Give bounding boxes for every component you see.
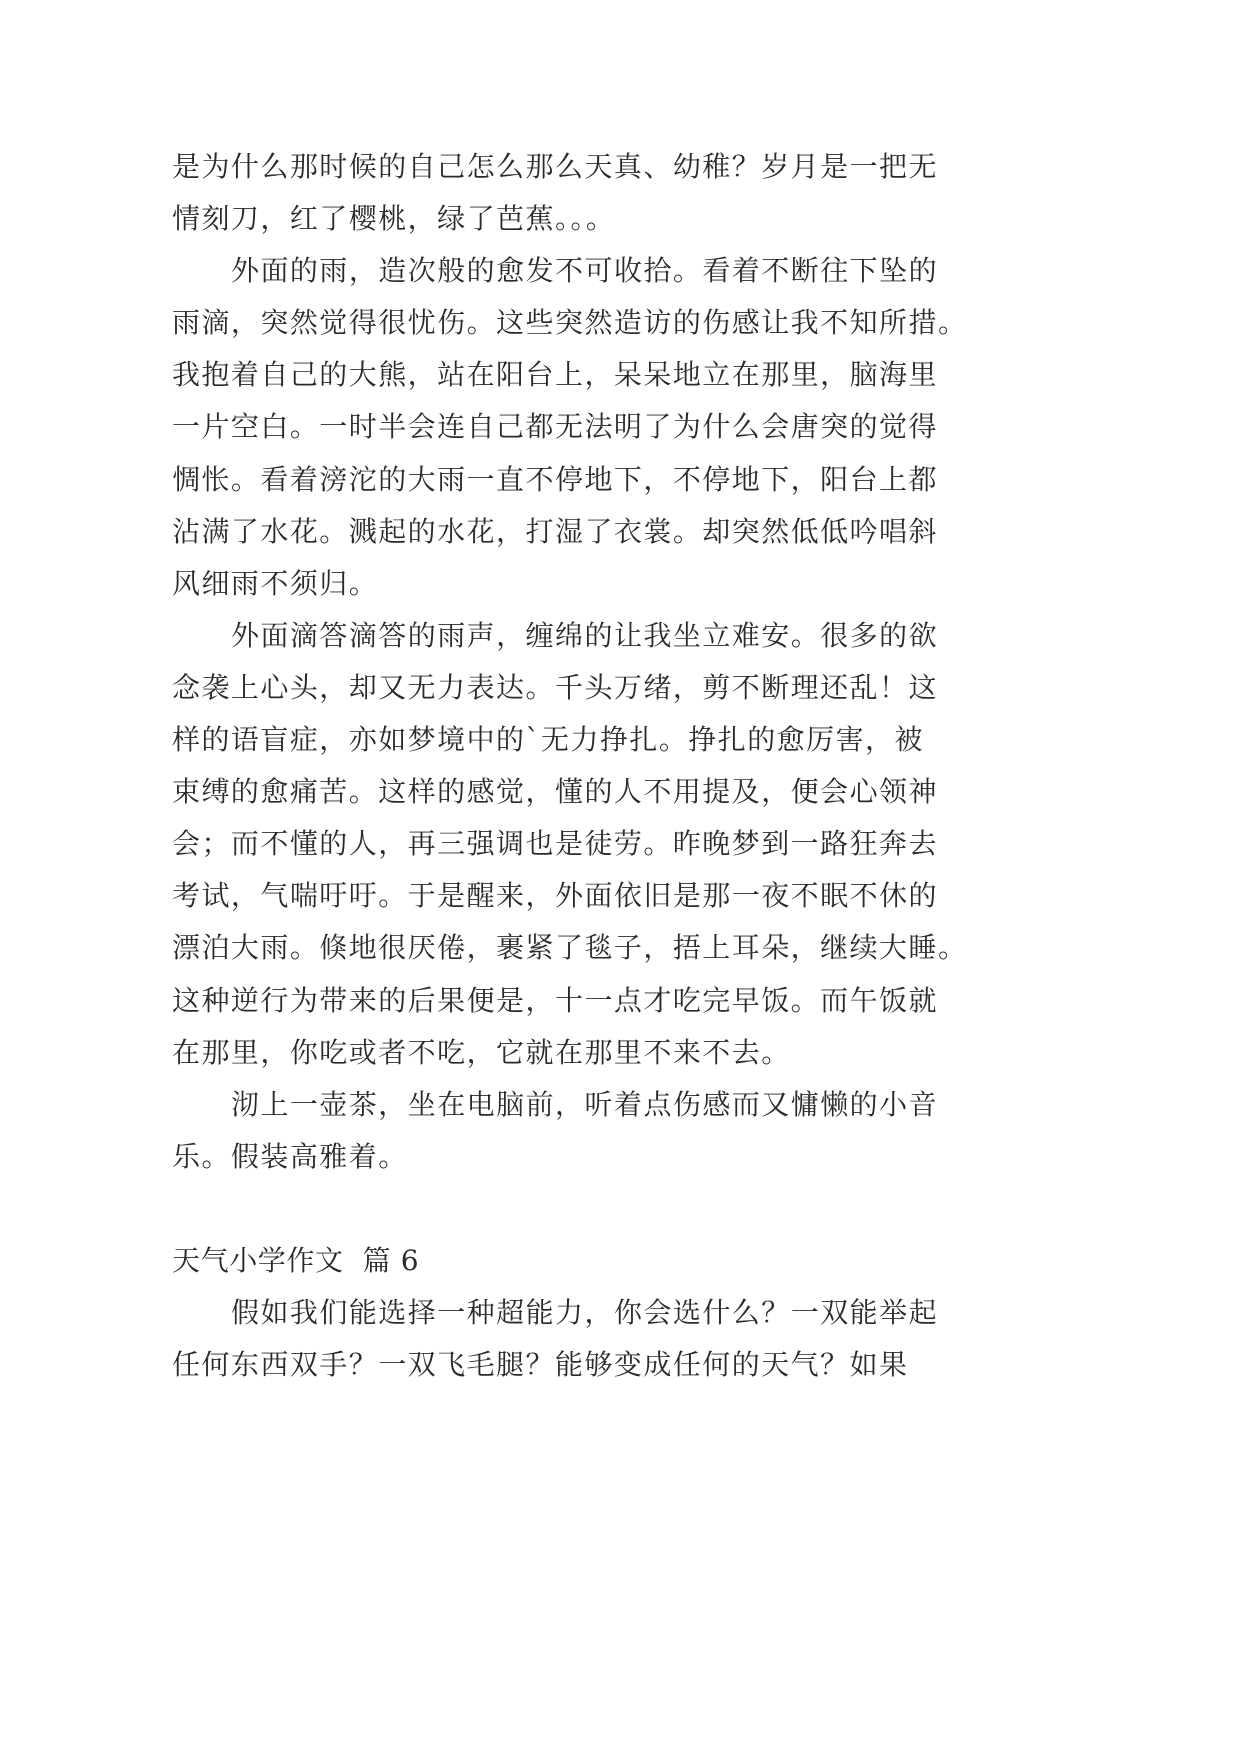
text-line: 在那里，你吃或者不吃，它就在那里不来不去。 [172,1035,791,1069]
text-line: 我抱着自己的大熊，站在阳台上，呆呆地立在那里，脑海里 [172,358,938,392]
text-line: 雨滴，突然觉得很忧伤。这些突然造访的伤感让我不知所措。 [172,306,968,340]
paragraph [172,1287,938,1391]
text-line: 沏上一壶茶，坐在电脑前，听着点伤感而又慵懒的小音 [231,1087,939,1121]
text-line: 任何东西双手？一双飞毛腿？能够变成任何的天气？如果 [172,1348,909,1382]
text-line: 样的语盲症，亦如梦境中的`无力挣扎。挣扎的愈厉害，被 [172,723,924,757]
text-line: 外面的雨，造次般的愈发不可收拾。看着不断往下坠的 [231,254,939,288]
text-line: 风细雨不须归。 [172,566,379,600]
text-line: 乐。假装高雅着。 [172,1139,408,1173]
text-line: 这种逆行为带来的后果便是，十一点才吃完早饭。而午饭就 [172,983,938,1017]
text-line: 沾满了水花。溅起的水花，打湿了衣裳。却突然低低吟唱斜 [172,514,938,548]
text-line: 考试，气喘吁吁。于是醒来，外面依旧是那一夜不眠不休的 [172,879,938,913]
text-line: 假如我们能选择一种超能力，你会选什么？一双能举起 [231,1296,939,1330]
text-line: 外面滴答滴答的雨声，缠绵的让我坐立难安。很多的欲 [231,618,939,652]
paragraph [172,245,968,610]
text-line: 念袭上心头，却又无力表达。千头万绪，剪不断理还乱！这 [172,670,938,704]
text-line: 惆怅。看着滂沱的大雨一直不停地下，不停地下，阳台上都 [172,462,938,496]
text-line: 情刻刀，红了樱桃，绿了芭蕉。。。 [172,202,616,236]
paragraph-continued [172,141,938,245]
text-line: 会；而不懂的人，再三强调也是徒劳。昨晚梦到一路狂奔去 [172,827,938,861]
paragraph [172,1079,938,1183]
document-body [172,141,968,1391]
section-heading: 天气小学作文 篇 6 [172,1243,420,1277]
text-line: 束缚的愈痛苦。这样的感觉，懂的人不用提及，便会心领神 [172,775,938,809]
text-line: 一片空白。一时半会连自己都无法明了为什么会唐突的觉得 [172,410,938,444]
text-line: 漂泊大雨。倏地很厌倦，裹紧了毯子，捂上耳朵，继续大睡。 [172,931,968,965]
text-line: 是为什么那时候的自己怎么那么天真、幼稚？岁月是一把无 [172,150,938,183]
paragraph [172,610,968,1079]
